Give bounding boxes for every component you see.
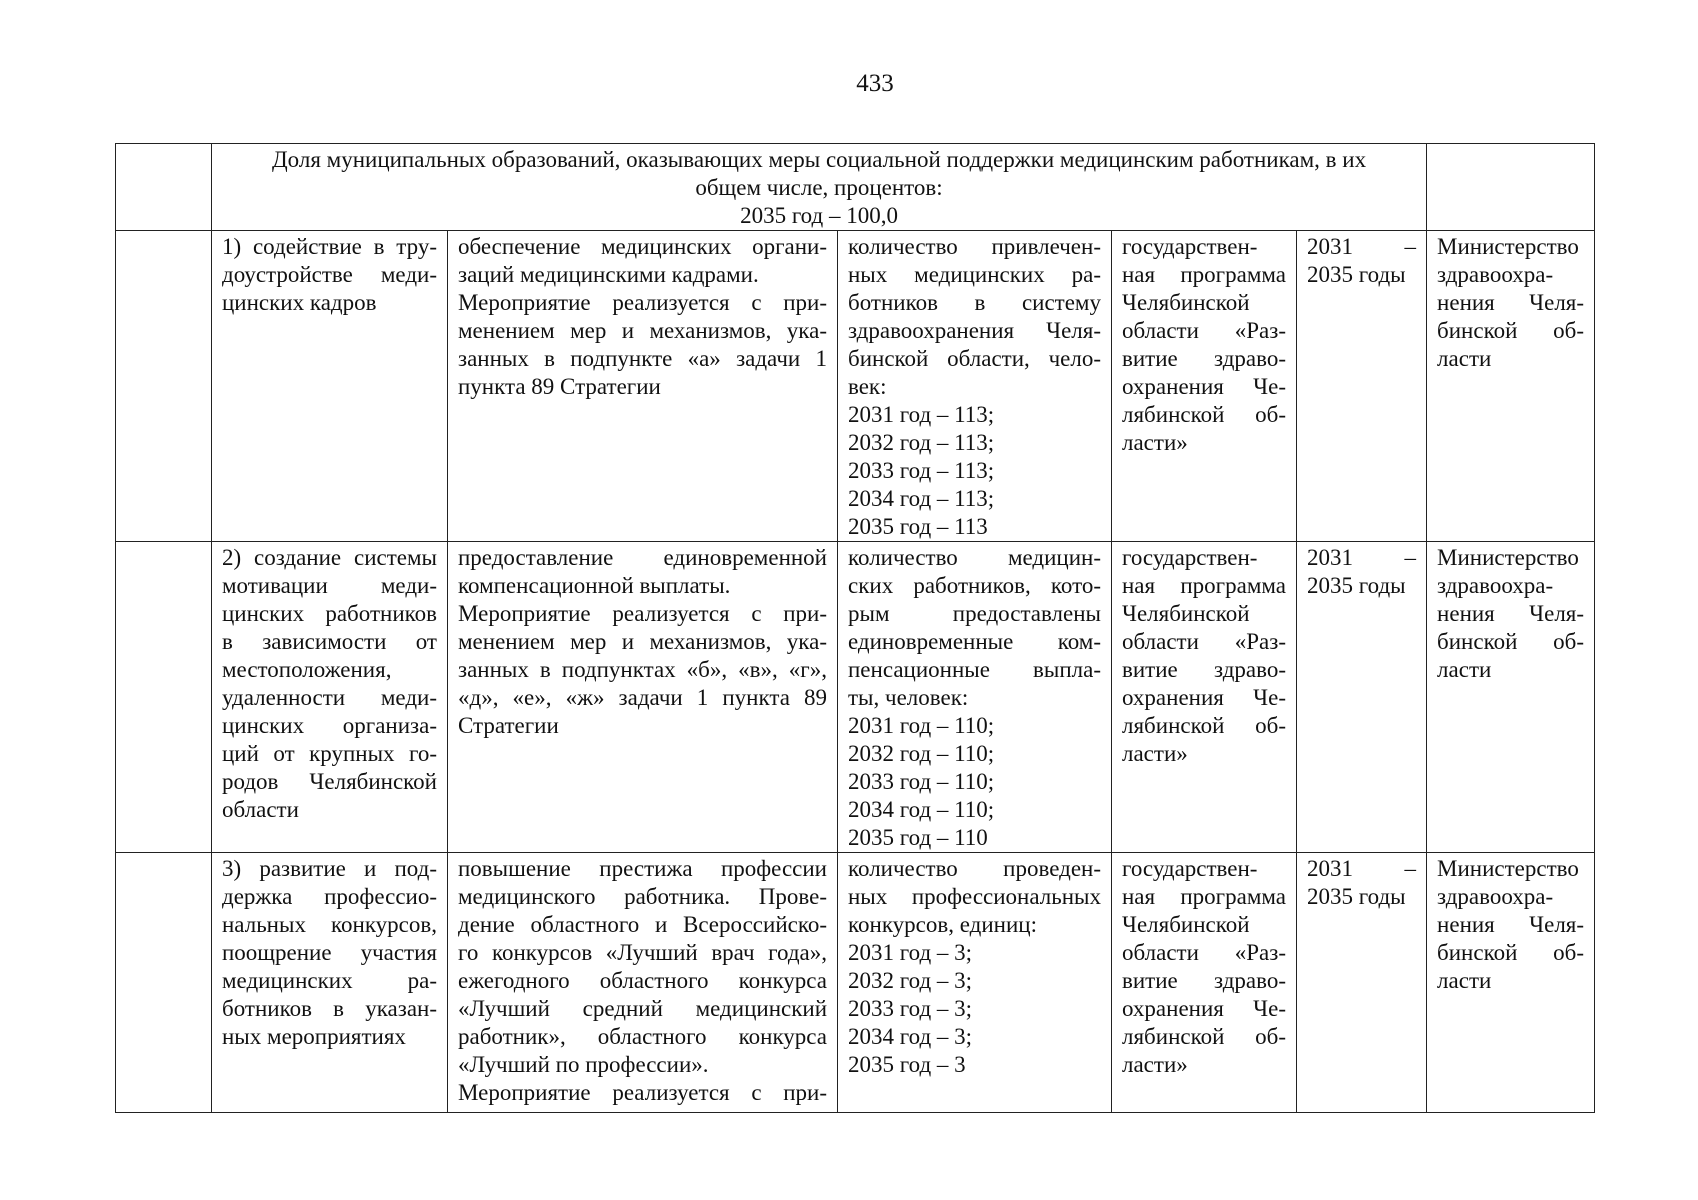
text-line: количество медицин- bbox=[848, 545, 1101, 570]
text-line: ласти» bbox=[1122, 430, 1188, 455]
indicator-cell bbox=[838, 231, 1112, 542]
text-line: бинской об- bbox=[1437, 629, 1585, 654]
text-line: 2031 год – 3; bbox=[848, 940, 973, 965]
text-line: Челябинской bbox=[1122, 601, 1250, 626]
text-line: области «Раз- bbox=[1122, 318, 1286, 343]
text-line: ботников в указан- bbox=[222, 996, 437, 1021]
text-line: 2035 год – 110 bbox=[848, 825, 988, 850]
text-line: ежегодного областного конкурса bbox=[458, 968, 827, 993]
text-line: 2033 год – 113; bbox=[848, 458, 995, 483]
text-line: охранения Че- bbox=[1122, 685, 1286, 710]
table-row bbox=[116, 853, 1595, 1113]
period-cell bbox=[1297, 853, 1427, 1113]
text-line: предоставление единовременной bbox=[458, 545, 827, 570]
text-line: Челябинской bbox=[1122, 912, 1250, 937]
text-line: нальных конкурсов, bbox=[222, 912, 437, 937]
text-line: лябинской об- bbox=[1122, 1024, 1286, 1049]
text-line: «д», «е», «ж» задачи 1 пункта 89 bbox=[458, 685, 827, 710]
measures-table bbox=[115, 143, 1595, 1113]
text-line: 2032 год – 110; bbox=[848, 741, 995, 766]
text-line: рым предоставлены bbox=[848, 601, 1101, 626]
text-line: ласти bbox=[1437, 968, 1492, 993]
text-line: «Лучший средний медицинский bbox=[458, 996, 827, 1021]
text-line: здравоохра- bbox=[1437, 262, 1554, 287]
text-line: 2031 год – 110; bbox=[848, 713, 995, 738]
task-cell bbox=[212, 853, 448, 1113]
period-cell bbox=[1297, 542, 1427, 853]
text-line: количество привлечен- bbox=[848, 234, 1101, 259]
text-line: заций медицинскими кадрами. bbox=[458, 262, 759, 287]
header-row bbox=[116, 144, 1595, 231]
text-line: поощрение участия bbox=[222, 940, 437, 965]
text-line: цинских организа- bbox=[222, 713, 437, 738]
text-line: компенсационной выплаты. bbox=[458, 573, 731, 598]
table-row bbox=[116, 542, 1595, 853]
text-line: витие здраво- bbox=[1122, 346, 1286, 371]
text-line: 2035 годы bbox=[1307, 884, 1406, 909]
text-line: здравоохра- bbox=[1437, 573, 1554, 598]
program-cell bbox=[1112, 542, 1297, 853]
text-line: Министерство bbox=[1437, 856, 1579, 881]
text-line: 2031 – bbox=[1307, 234, 1417, 259]
text-line: 2035 год – 113 bbox=[848, 514, 988, 539]
text-line: ная программа bbox=[1122, 884, 1286, 909]
text-line: в зависимости от bbox=[222, 629, 437, 654]
text-line: витие здраво- bbox=[1122, 968, 1286, 993]
measure-cell bbox=[448, 231, 838, 542]
text-line: менением мер и механизмов, ука- bbox=[458, 629, 827, 654]
text-line: век: bbox=[848, 374, 887, 399]
task-cell bbox=[212, 542, 448, 853]
text-line: 2) создание системы bbox=[222, 545, 437, 570]
text-line: 3) развитие и под- bbox=[222, 856, 437, 881]
text-line: Стратегии bbox=[458, 713, 559, 738]
header-line: общем числе, процентов: bbox=[695, 175, 943, 200]
text-line: повышение престижа профессии bbox=[458, 856, 827, 881]
text-line: Министерство bbox=[1437, 234, 1579, 259]
text-line: 2034 год – 3; bbox=[848, 1024, 973, 1049]
empty-cell bbox=[116, 542, 212, 853]
text-line: ласти» bbox=[1122, 741, 1188, 766]
responsible-cell bbox=[1427, 231, 1595, 542]
text-line: бинской области, чело- bbox=[848, 346, 1101, 371]
text-line: «Лучший по профессии». bbox=[458, 1052, 709, 1077]
text-line: бинской об- bbox=[1437, 318, 1585, 343]
text-line: лябинской об- bbox=[1122, 713, 1286, 738]
text-line: Мероприятие реализуется с при- bbox=[458, 290, 827, 315]
text-line: охранения Че- bbox=[1122, 374, 1286, 399]
text-line: ных мероприятиях bbox=[222, 1024, 406, 1049]
text-line: ных медицинских ра- bbox=[848, 262, 1101, 287]
header-line: 2035 год – 100,0 bbox=[740, 203, 898, 228]
text-line: обеспечение медицинских органи- bbox=[458, 234, 827, 259]
text-line: цинских кадров bbox=[222, 290, 377, 315]
text-line: охранения Че- bbox=[1122, 996, 1286, 1021]
empty-cell bbox=[116, 231, 212, 542]
text-line: ласти bbox=[1437, 657, 1492, 682]
text-line: 2033 год – 110; bbox=[848, 769, 995, 794]
text-line: ная программа bbox=[1122, 573, 1286, 598]
table-row bbox=[116, 231, 1595, 542]
text-line: 2031 – bbox=[1307, 545, 1417, 570]
text-line: медицинских ра- bbox=[222, 968, 437, 993]
text-line: Челябинской bbox=[1122, 290, 1250, 315]
text-line: ных профессиональных bbox=[848, 884, 1101, 909]
text-line: ций от крупных го- bbox=[222, 741, 437, 766]
program-cell bbox=[1112, 231, 1297, 542]
responsible-cell bbox=[1427, 542, 1595, 853]
indicator-cell bbox=[838, 542, 1112, 853]
text-line: единовременные ком- bbox=[848, 629, 1101, 654]
text-line: родов Челябинской bbox=[222, 769, 437, 794]
text-line: нения Челя- bbox=[1437, 601, 1585, 626]
text-line: медицинского работника. Прове- bbox=[458, 884, 827, 909]
measure-cell bbox=[448, 853, 838, 1113]
text-line: пункта 89 Стратегии bbox=[458, 374, 661, 399]
text-line: ских работников, кото- bbox=[848, 573, 1101, 598]
text-line: здравоохранения Челя- bbox=[848, 318, 1101, 343]
page-number: 433 bbox=[856, 70, 894, 97]
text-line: 1) содействие в тру- bbox=[222, 234, 437, 259]
text-line: ласти» bbox=[1122, 1052, 1188, 1077]
text-line: области «Раз- bbox=[1122, 940, 1286, 965]
text-line: Мероприятие реализуется с при- bbox=[458, 1080, 827, 1105]
text-line: дение областного и Всероссийско- bbox=[458, 912, 827, 937]
text-line: государствен- bbox=[1122, 545, 1258, 570]
text-line: нения Челя- bbox=[1437, 290, 1585, 315]
text-line: количество проведен- bbox=[848, 856, 1101, 881]
text-line: здравоохра- bbox=[1437, 884, 1554, 909]
text-line: удаленности меди- bbox=[222, 685, 437, 710]
program-cell bbox=[1112, 853, 1297, 1113]
text-line: витие здраво- bbox=[1122, 657, 1286, 682]
text-line: занных в подпунктах «б», «в», «г», bbox=[458, 657, 827, 682]
text-line: доустройстве меди- bbox=[222, 262, 437, 287]
text-line: 2032 год – 3; bbox=[848, 968, 973, 993]
text-line: 2034 год – 113; bbox=[848, 486, 995, 511]
text-line: ты, человек: bbox=[848, 685, 969, 710]
text-line: области bbox=[222, 797, 299, 822]
text-line: 2032 год – 113; bbox=[848, 430, 995, 455]
text-line: менением мер и механизмов, ука- bbox=[458, 318, 827, 343]
period-cell bbox=[1297, 231, 1427, 542]
responsible-cell bbox=[1427, 853, 1595, 1113]
text-line: нения Челя- bbox=[1437, 912, 1585, 937]
empty-cell bbox=[116, 144, 212, 231]
text-line: ласти bbox=[1437, 346, 1492, 371]
text-line: лябинской об- bbox=[1122, 402, 1286, 427]
text-line: цинских работников bbox=[222, 601, 437, 626]
text-line: держка профессио- bbox=[222, 884, 437, 909]
text-line: Мероприятие реализуется с при- bbox=[458, 601, 827, 626]
text-line: 2033 год – 3; bbox=[848, 996, 973, 1021]
measure-cell bbox=[448, 542, 838, 853]
text-line: бинской об- bbox=[1437, 940, 1585, 965]
text-line: го конкурсов «Лучший врач года», bbox=[458, 940, 827, 965]
header-line: Доля муниципальных образований, оказывающих меры социальной поддержки медицинским работникам, в их bbox=[271, 147, 1367, 172]
text-line: области «Раз- bbox=[1122, 629, 1286, 654]
text-line: местоположения, bbox=[222, 657, 392, 682]
text-line: 2034 год – 110; bbox=[848, 797, 995, 822]
text-line: 2035 год – 3 bbox=[848, 1052, 966, 1077]
text-line: конкурсов, единиц: bbox=[848, 912, 1037, 937]
text-line: пенсационные выпла- bbox=[848, 657, 1101, 682]
task-cell bbox=[212, 231, 448, 542]
text-line: 2031 – bbox=[1307, 856, 1417, 881]
text-line: ботников в систему bbox=[848, 290, 1101, 315]
text-line: 2035 годы bbox=[1307, 573, 1406, 598]
text-line: 2031 год – 113; bbox=[848, 402, 995, 427]
text-line: Министерство bbox=[1437, 545, 1579, 570]
indicator-cell bbox=[838, 853, 1112, 1113]
text-line: занных в подпункте «а» задачи 1 bbox=[458, 346, 827, 371]
text-line: государствен- bbox=[1122, 234, 1258, 259]
empty-cell bbox=[1427, 144, 1595, 231]
text-line: работник», областного конкурса bbox=[458, 1024, 827, 1049]
indicator-header-cell bbox=[212, 144, 1427, 231]
empty-cell bbox=[116, 853, 212, 1113]
text-line: государствен- bbox=[1122, 856, 1258, 881]
text-line: ная программа bbox=[1122, 262, 1286, 287]
text-line: 2035 годы bbox=[1307, 262, 1406, 287]
text-line: мотивации меди- bbox=[222, 573, 437, 598]
